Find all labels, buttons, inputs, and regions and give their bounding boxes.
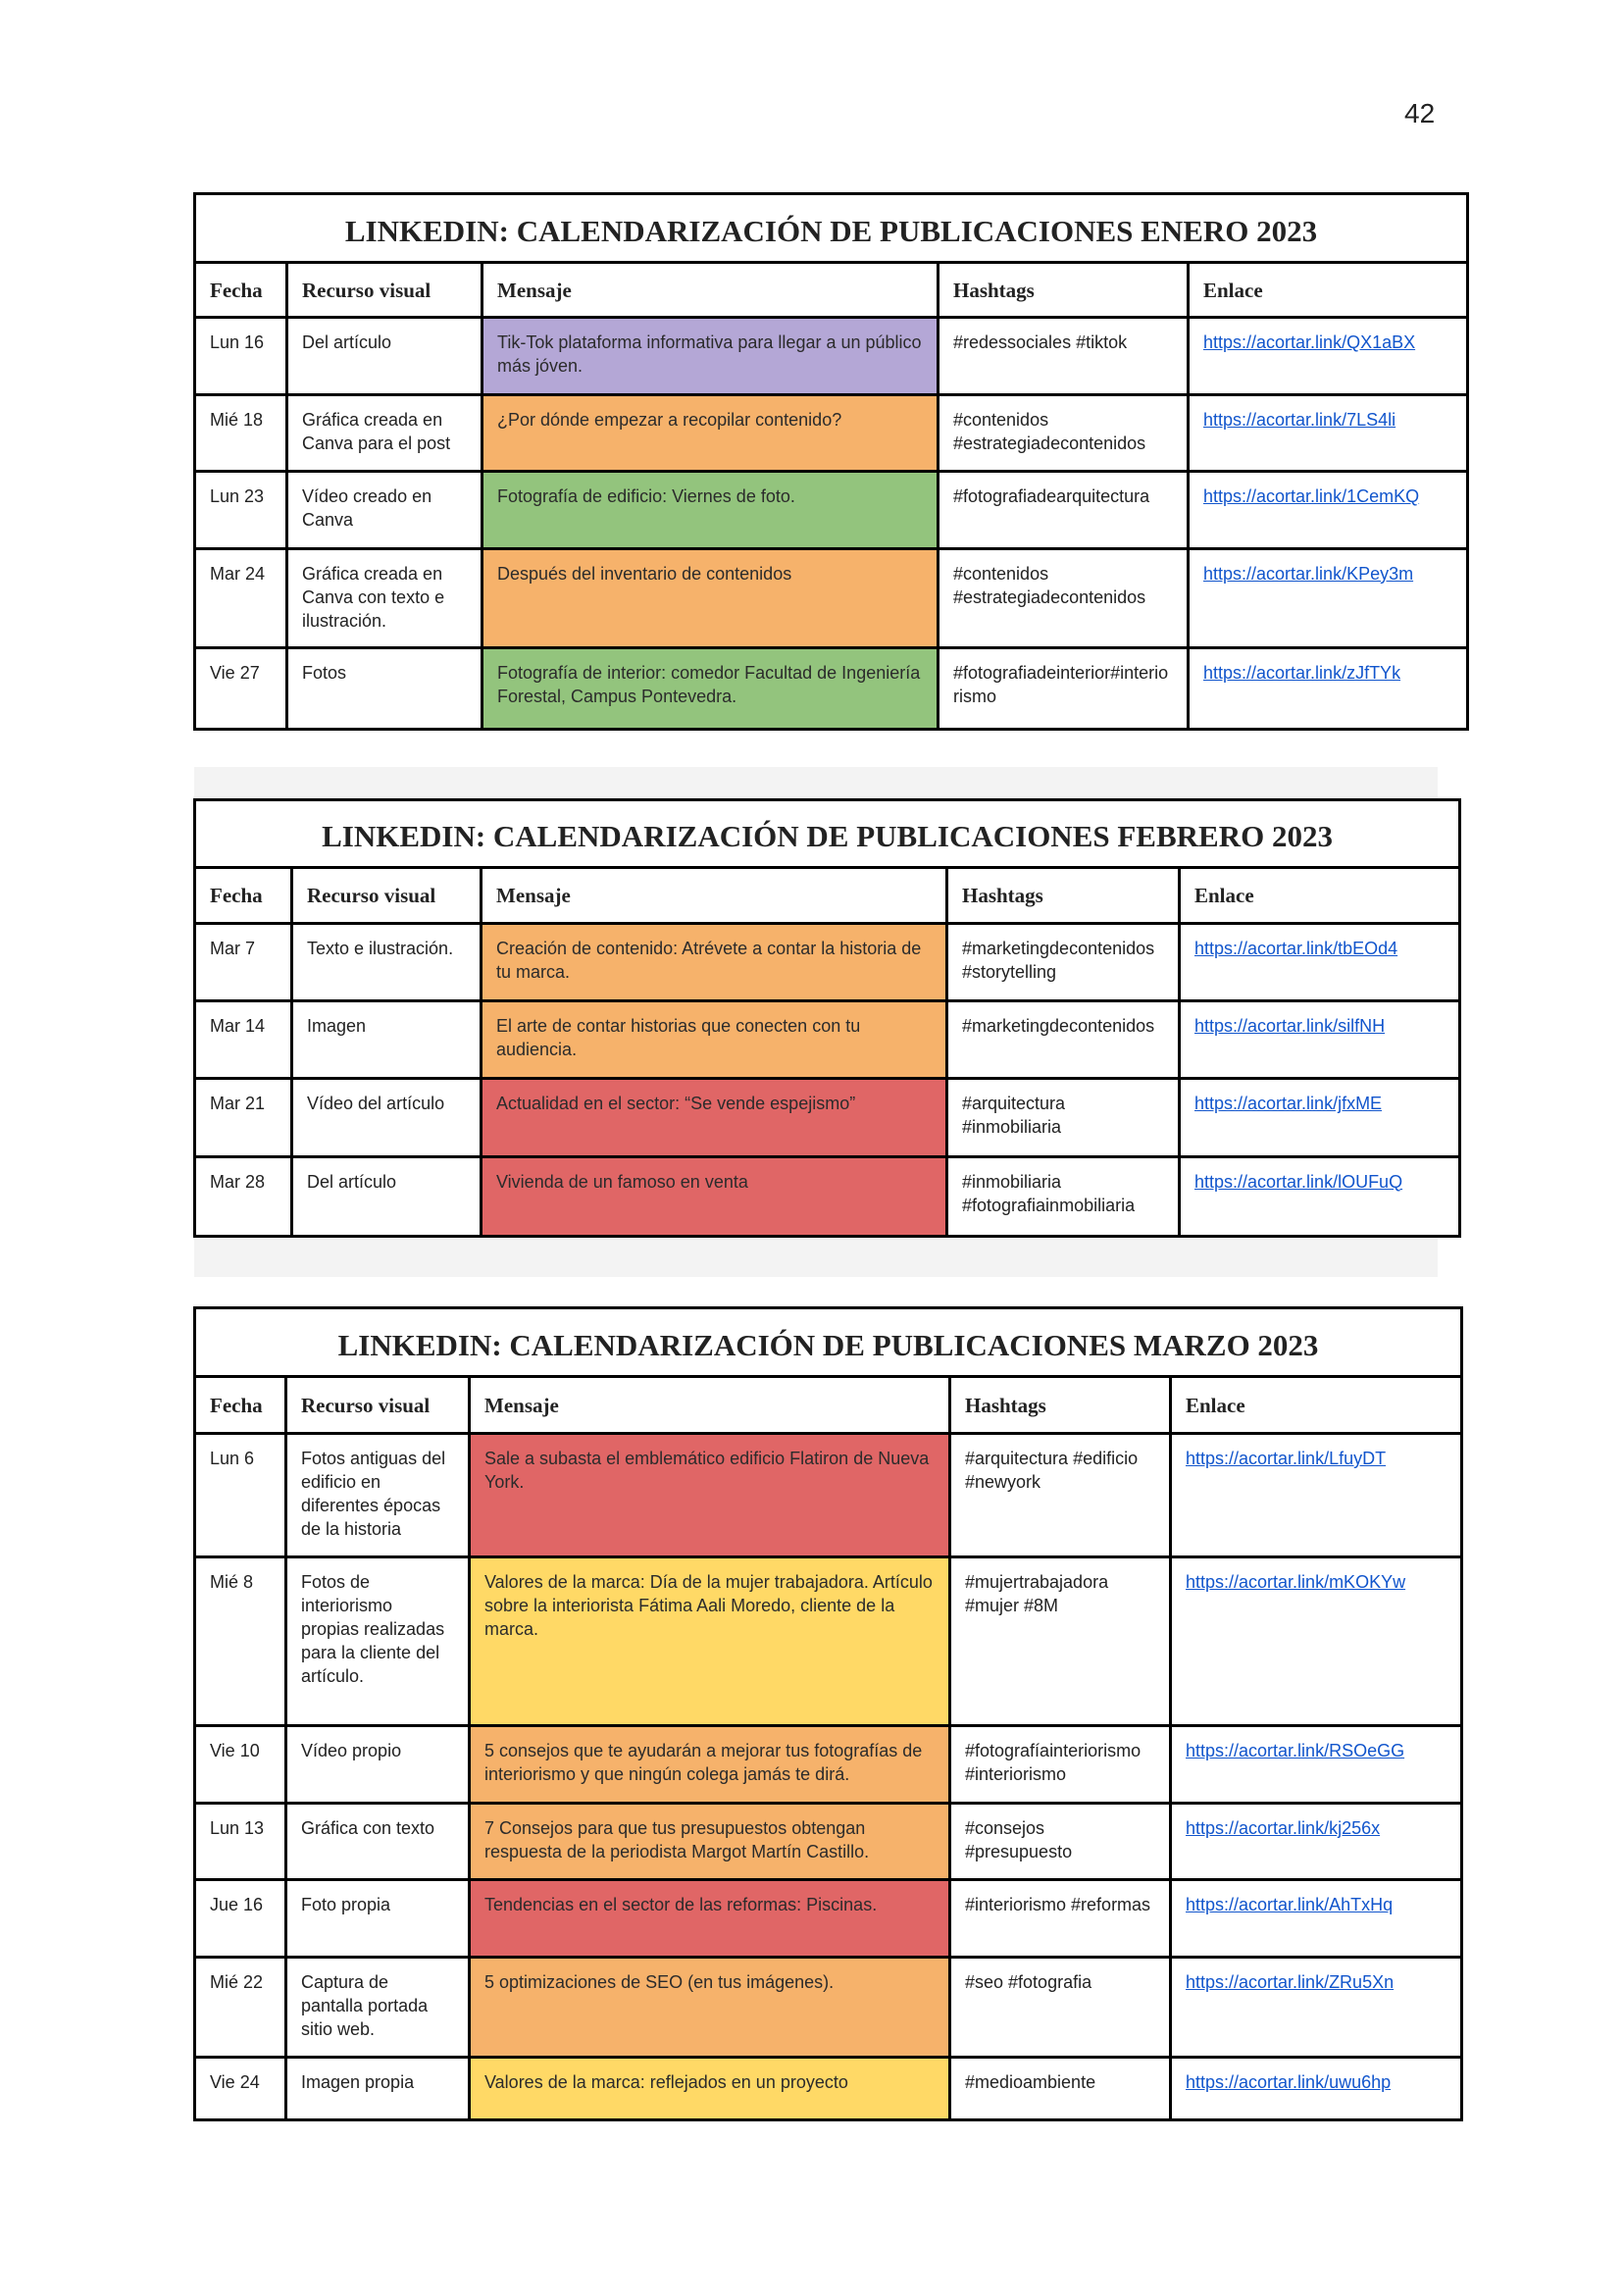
recurso-cell: Vídeo propio — [286, 1726, 470, 1804]
column-header-recurso: Recurso visual — [287, 263, 482, 318]
link[interactable]: https://acortar.link/1CemKQ — [1203, 486, 1420, 507]
fecha-cell: Mar 21 — [195, 1079, 292, 1156]
fecha-cell: Lun 16 — [195, 318, 287, 395]
link[interactable]: https://acortar.link/KPey3m — [1203, 563, 1414, 584]
enlace-cell — [1189, 318, 1468, 395]
column-header-fecha: Fecha — [195, 263, 287, 318]
hashtags-cell: #medioambiente — [950, 2058, 1171, 2120]
mensaje-cell: 5 optimizaciones de SEO (en tus imágenes). — [470, 1958, 950, 2058]
mensaje-cell: Tik-Tok plataforma informativa para llegar a un público más jóven. — [482, 318, 939, 395]
enlace-cell — [1189, 648, 1468, 730]
column-header-fecha: Fecha — [195, 1377, 286, 1434]
recurso-cell: Gráfica con texto — [286, 1804, 470, 1880]
mensaje-cell: 5 consejos que te ayudarán a mejorar tus fotografías de interiorismo y que ningún colega jamás te dirá. — [470, 1726, 950, 1804]
mensaje-cell: Sale a subasta el emblemático edificio Flatiron de Nueva York. — [470, 1434, 950, 1557]
recurso-cell: Del artículo — [292, 1156, 482, 1236]
column-header-hashtags: Hashtags — [947, 868, 1180, 924]
enlace-cell — [1189, 548, 1468, 648]
fecha-cell: Mié 8 — [195, 1557, 286, 1726]
hashtags-cell: #mujertrabajadora #mujer #8M — [950, 1557, 1171, 1726]
calendar-table-february — [193, 798, 1461, 1238]
table-row — [195, 924, 1460, 1001]
enlace-cell — [1180, 1001, 1460, 1079]
hashtags-cell: #fotografiadearquitectura — [939, 472, 1189, 549]
table-row — [195, 1156, 1460, 1236]
enlace-cell — [1180, 1079, 1460, 1156]
recurso-cell: Fotos — [287, 648, 482, 730]
hashtags-cell: #marketingdecontenidos — [947, 1001, 1180, 1079]
table-title: LINKEDIN: CALENDARIZACIÓN DE PUBLICACIONES FEBRERO 2023 — [195, 800, 1460, 868]
hashtags-cell: #marketingdecontenidos #storytelling — [947, 924, 1180, 1001]
separator-band — [194, 767, 1438, 798]
recurso-cell: Gráfica creada en Canva para el post — [287, 394, 482, 472]
enlace-cell — [1171, 1434, 1462, 1557]
fecha-cell: Vie 27 — [195, 648, 287, 730]
fecha-cell: Mié 18 — [195, 394, 287, 472]
hashtags-cell: #seo #fotografia — [950, 1958, 1171, 2058]
column-header-recurso: Recurso visual — [292, 868, 482, 924]
enlace-cell — [1171, 1880, 1462, 1958]
column-header-hashtags: Hashtags — [950, 1377, 1171, 1434]
mensaje-cell: ¿Por dónde empezar a recopilar contenido? — [482, 394, 939, 472]
enlace-cell — [1171, 2058, 1462, 2120]
table-row — [195, 2058, 1462, 2120]
table-row — [195, 1804, 1462, 1880]
column-header-hashtags: Hashtags — [939, 263, 1189, 318]
mensaje-cell: Tendencias en el sector de las reformas: Piscinas. — [470, 1880, 950, 1958]
link[interactable]: https://acortar.link/jfxME — [1194, 1094, 1383, 1114]
fecha-cell: Vie 24 — [195, 2058, 286, 2120]
mensaje-cell: Vivienda de un famoso en venta — [482, 1156, 947, 1236]
link[interactable]: https://acortar.link/AhTxHq — [1186, 1895, 1394, 1914]
fecha-cell: Mar 28 — [195, 1156, 292, 1236]
enlace-cell — [1171, 1726, 1462, 1804]
enlace-cell — [1171, 1958, 1462, 2058]
table-row — [195, 472, 1468, 549]
link[interactable]: https://acortar.link/ZRu5Xn — [1186, 1972, 1395, 1992]
recurso-cell: Captura de pantalla portada sitio web. — [286, 1958, 470, 2058]
table-title: LINKEDIN: CALENDARIZACIÓN DE PUBLICACIONES MARZO 2023 — [195, 1308, 1462, 1377]
recurso-cell: Imagen propia — [286, 2058, 470, 2120]
table-row — [195, 1434, 1462, 1557]
column-header-recurso: Recurso visual — [286, 1377, 470, 1434]
mensaje-cell: Después del inventario de contenidos — [482, 548, 939, 648]
table-row — [195, 648, 1468, 730]
fecha-cell: Mié 22 — [195, 1958, 286, 2058]
fecha-cell: Lun 13 — [195, 1804, 286, 1880]
recurso-cell: Foto propia — [286, 1880, 470, 1958]
link[interactable]: https://acortar.link/silfNH — [1194, 1016, 1386, 1037]
recurso-cell: Vídeo creado en Canva — [287, 472, 482, 549]
link[interactable]: https://acortar.link/tbEOd4 — [1194, 939, 1398, 958]
link[interactable]: https://acortar.link/LfuyDT — [1186, 1449, 1387, 1468]
link[interactable]: https://acortar.link/QX1aBX — [1203, 332, 1416, 352]
mensaje-cell: Fotografía de edificio: Viernes de foto. — [482, 472, 939, 549]
fecha-cell: Lun 6 — [195, 1434, 286, 1557]
column-header-enlace: Enlace — [1189, 263, 1468, 318]
calendar-table-march — [193, 1306, 1463, 2121]
link[interactable]: https://acortar.link/uwu6hp — [1186, 2072, 1392, 2092]
recurso-cell: Texto e ilustración. — [292, 924, 482, 1001]
recurso-cell: Fotos de interiorismo propias realizadas para la cliente del artículo. — [286, 1557, 470, 1726]
table-row — [195, 548, 1468, 648]
hashtags-cell: #redessociales #tiktok — [939, 318, 1189, 395]
fecha-cell: Mar 14 — [195, 1001, 292, 1079]
mensaje-cell: Fotografía de interior: comedor Facultad de Ingeniería Forestal, Campus Pontevedra. — [482, 648, 939, 730]
link[interactable]: https://acortar.link/zJfTYk — [1203, 663, 1401, 684]
fecha-cell: Vie 10 — [195, 1726, 286, 1804]
mensaje-cell: Creación de contenido: Atrévete a contar la historia de tu marca. — [482, 924, 947, 1001]
hashtags-cell: #fotografíainteriorismo #interiorismo — [950, 1726, 1171, 1804]
table-row — [195, 1958, 1462, 2058]
link[interactable]: https://acortar.link/kj256x — [1186, 1818, 1381, 1838]
table-row — [195, 1557, 1462, 1726]
recurso-cell: Vídeo del artículo — [292, 1079, 482, 1156]
mensaje-cell: Actualidad en el sector: “Se vende espejismo” — [482, 1079, 947, 1156]
hashtags-cell: #inmobiliaria #fotografiainmobiliaria — [947, 1156, 1180, 1236]
link[interactable]: https://acortar.link/mKOKYw — [1186, 1572, 1406, 1592]
fecha-cell: Mar 7 — [195, 924, 292, 1001]
separator-band — [194, 1238, 1438, 1277]
recurso-cell: Gráfica creada en Canva con texto e ilustración. — [287, 548, 482, 648]
table-row — [195, 1880, 1462, 1958]
mensaje-cell: Valores de la marca: reflejados en un proyecto — [470, 2058, 950, 2120]
table-row — [195, 394, 1468, 472]
recurso-cell: Del artículo — [287, 318, 482, 395]
hashtags-cell: #interiorismo #reformas — [950, 1880, 1171, 1958]
mensaje-cell: Valores de la marca: Día de la mujer trabajadora. Artículo sobre la interiorista Fátima Aali Moredo, cliente de la marca. — [470, 1557, 950, 1726]
table-row — [195, 1001, 1460, 1079]
hashtags-cell: #consejos #presupuesto — [950, 1804, 1171, 1880]
column-header-fecha: Fecha — [195, 868, 292, 924]
mensaje-cell: 7 Consejos para que tus presupuestos obtengan respuesta de la periodista Margot Martín Castillo. — [470, 1804, 950, 1880]
link[interactable]: https://acortar.link/7LS4li — [1203, 409, 1396, 430]
column-header-enlace: Enlace — [1171, 1377, 1462, 1434]
table-row — [195, 1726, 1462, 1804]
hashtags-cell: #fotografiadeinterior#interiorismo — [939, 648, 1189, 730]
enlace-cell — [1180, 1156, 1460, 1236]
enlace-cell — [1171, 1804, 1462, 1880]
hashtags-cell: #contenidos #estrategiadecontenidos — [939, 548, 1189, 648]
enlace-cell — [1189, 394, 1468, 472]
column-header-mensaje: Mensaje — [470, 1377, 950, 1434]
link[interactable]: https://acortar.link/lOUFuQ — [1194, 1171, 1403, 1192]
table-row — [195, 318, 1468, 395]
page-number: 42 — [1404, 98, 1436, 128]
mensaje-cell: El arte de contar historias que conecten con tu audiencia. — [482, 1001, 947, 1079]
fecha-cell: Jue 16 — [195, 1880, 286, 1958]
column-header-enlace: Enlace — [1180, 868, 1460, 924]
enlace-cell — [1171, 1557, 1462, 1726]
hashtags-cell: #arquitectura #edificio #newyork — [950, 1434, 1171, 1557]
hashtags-cell: #arquitectura #inmobiliaria — [947, 1079, 1180, 1156]
column-header-mensaje: Mensaje — [482, 263, 939, 318]
table-title: LINKEDIN: CALENDARIZACIÓN DE PUBLICACIONES ENERO 2023 — [195, 194, 1468, 263]
table-row — [195, 1079, 1460, 1156]
enlace-cell — [1180, 924, 1460, 1001]
recurso-cell: Imagen — [292, 1001, 482, 1079]
link[interactable]: https://acortar.link/RSOeGG — [1186, 1741, 1405, 1760]
hashtags-cell: #contenidos #estrategiadecontenidos — [939, 394, 1189, 472]
fecha-cell: Lun 23 — [195, 472, 287, 549]
enlace-cell — [1189, 472, 1468, 549]
calendar-table-january — [193, 192, 1469, 731]
column-header-mensaje: Mensaje — [482, 868, 947, 924]
fecha-cell: Mar 24 — [195, 548, 287, 648]
recurso-cell: Fotos antiguas del edificio en diferentes épocas de la historia — [286, 1434, 470, 1557]
